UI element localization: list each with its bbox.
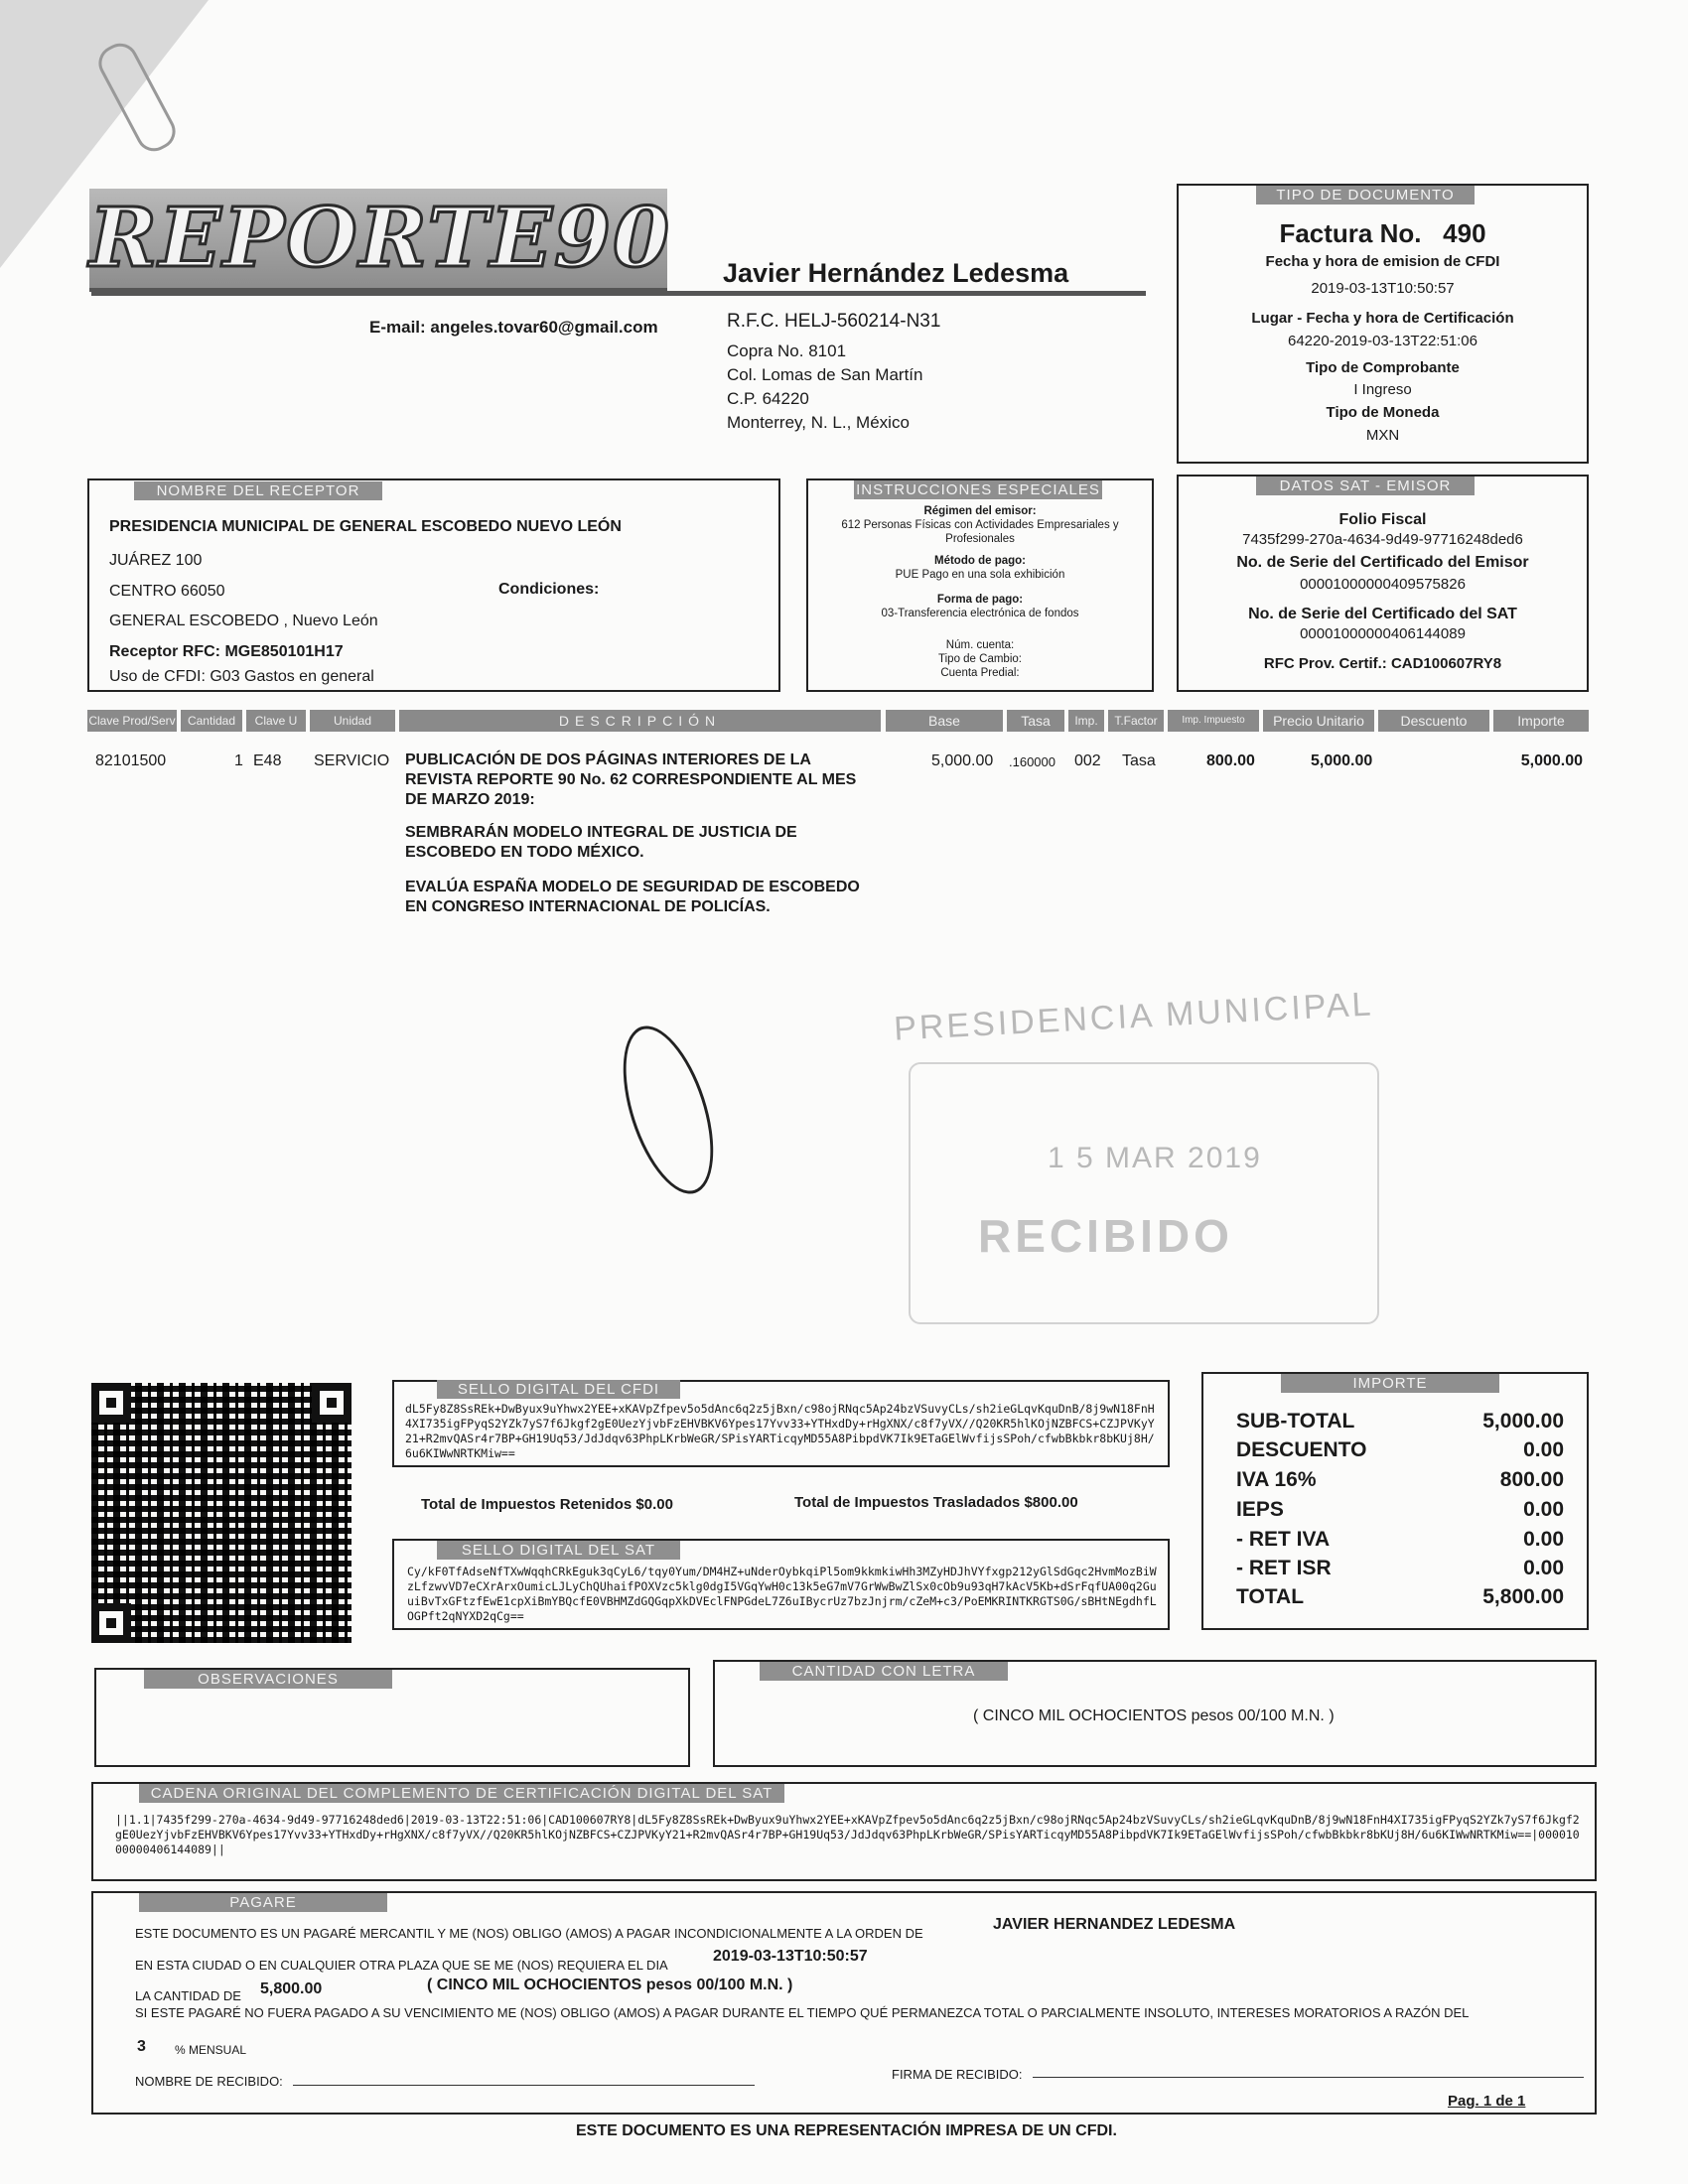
row-base: 5,000.00 [931, 752, 994, 769]
logo: REPORTE90 [89, 189, 667, 292]
row-description-2: SEMBRARÁN MODELO INTEGRAL DE JUSTICIA DE ESCOBEDO EN TODO MÉXICO. [405, 824, 797, 861]
cert-value: 64220-2019-03-13T22:51:06 [1288, 333, 1477, 349]
rfc-prov: RFC Prov. Certif.: CAD100607RY8 [1263, 655, 1502, 672]
row-description-1: PUBLICACIÓN DE DOS PÁGINAS INTERIORES DE LA REVISTA REPORTE 90 No. 62 CORRESPONDIENTE AL MES DE MARZO 2019: [405, 751, 857, 808]
ret-iva-row [1236, 1528, 1564, 1552]
col-header-tasa: Tasa [1007, 710, 1064, 732]
receptor-condiciones: Condiciones: [498, 581, 600, 598]
stamp-date: 1 5 MAR 2019 [1048, 1142, 1262, 1174]
qr-finder-bottom-left [91, 1603, 131, 1643]
receptor-label: NOMBRE DEL RECEPTOR [134, 481, 382, 500]
col-header-imp-impuesto: Imp. Impuesto [1168, 710, 1259, 732]
receptor-street: JUÁREZ 100 [109, 552, 203, 569]
cuenta-label: Núm. cuenta: [945, 639, 1015, 651]
issuer-rule [91, 291, 1146, 296]
row-tasa: .160000 [1009, 754, 1055, 769]
col-header-descripcion: DESCRIPCIÓN [399, 710, 881, 732]
ieps-value: 0.00 [1523, 1498, 1564, 1521]
qr-finder-top-right [312, 1383, 352, 1423]
pagare-line-1: ESTE DOCUMENTO ES UN PAGARÉ MERCANTIL Y ME (NOS) OBLIGO (AMOS) A PAGAR INCONDICIONALMENTE A LA ORDEN DE [135, 1926, 923, 1941]
ret-isr-row [1236, 1557, 1564, 1580]
col-header-precio: Precio Unitario [1263, 710, 1374, 732]
firma-recibido-line[interactable] [1033, 2077, 1584, 2078]
moneda-value: MXN [1365, 427, 1400, 444]
col-header-clave-u: Clave U [246, 710, 306, 732]
metodo-value: PUE Pago en una sola exhibición [895, 569, 1065, 581]
serie-sat-value: 00001000000406144089 [1300, 625, 1466, 642]
row-importe: 5,000.00 [1520, 752, 1583, 769]
factura-line [1177, 218, 1589, 249]
regimen-value: 612 Personas Físicas con Actividades Empresariales y Profesionales [841, 519, 1119, 545]
folio-value: 7435f299-270a-4634-9d49-97716248ded6 [1242, 531, 1523, 548]
footer-note: ESTE DOCUMENTO ES UNA REPRESENTACIÓN IMPRESA DE UN CFDI. [576, 2122, 1117, 2139]
folio-label: Folio Fiscal [1338, 511, 1427, 528]
pagare-cantidad: 5,800.00 [260, 1980, 323, 1997]
row-imp-impuesto: 800.00 [1206, 752, 1255, 769]
row-precio: 5,000.00 [1311, 752, 1373, 769]
stamp-frame [909, 1062, 1379, 1324]
qr-finder-top-left [91, 1383, 131, 1423]
issuer-address-3: C.P. 64220 [727, 389, 809, 408]
subtotal-row [1236, 1410, 1564, 1433]
forma-value: 03-Transferencia electrónica de fondos [881, 608, 1079, 619]
subtotal-label: SUB-TOTAL [1236, 1410, 1355, 1433]
factura-label: Factura No. [1279, 218, 1422, 248]
regimen-label: Régimen del emisor: [923, 505, 1037, 517]
cantidad-letra-text: ( CINCO MIL OCHOCIENTOS pesos 00/100 M.N. ) [973, 1707, 1335, 1724]
col-header-importe: Importe [1493, 710, 1589, 732]
receptor-rfc: Receptor RFC: MGE850101H17 [109, 643, 344, 660]
sello-cfdi-label: SELLO DIGITAL DEL CFDI [437, 1380, 680, 1399]
issuer-address-4: Monterrey, N. L., México [727, 413, 910, 432]
cadena-label: CADENA ORIGINAL DEL COMPLEMENTO DE CERTIFICACIÓN DIGITAL DEL SAT [139, 1784, 784, 1803]
impuestos-trasladados: Total de Impuestos Trasladados $800.00 [794, 1494, 1078, 1511]
row-description-3: EVALÚA ESPAÑA MODELO DE SEGURIDAD DE ESCOBEDO EN CONGRESO INTERNACIONAL DE POLICÍAS. [405, 879, 860, 915]
col-header-clave: Clave Prod/Serv [87, 710, 177, 732]
stamp-received: RECIBIDO [978, 1210, 1233, 1262]
moneda-label: Tipo de Moneda [1326, 404, 1440, 421]
issuer-address-2: Col. Lomas de San Martín [727, 365, 923, 384]
sello-sat-label: SELLO DIGITAL DEL SAT [437, 1541, 680, 1560]
row-unidad: SERVICIO [314, 752, 390, 769]
col-header-cantidad: Cantidad [181, 710, 242, 732]
col-header-imp: Imp. [1068, 710, 1104, 732]
comprobante-label: Tipo de Comprobante [1306, 359, 1460, 376]
pagare-label: PAGARE [139, 1893, 387, 1912]
row-clave-u: E48 [253, 752, 282, 769]
issuer-name: Javier Hernández Ledesma [723, 258, 1069, 288]
ret-iva-value: 0.00 [1523, 1528, 1564, 1551]
pagare-line-3: LA CANTIDAD DE [135, 1988, 241, 2003]
ieps-row [1236, 1498, 1564, 1522]
doc-type-label: TIPO DE DOCUMENTO [1256, 186, 1475, 205]
issuer-rfc: R.F.C. HELJ-560214-N31 [727, 311, 941, 332]
sello-cfdi-text: dL5Fy8Z8SsREk+DwByux9uYhwx2YEE+xKAVpZfpev5o5dAnc6q2z5jBxn/c98ojRNqc5Ap24bzVSuvyCLs/sh2ieGLqvKquDnB/8j9wN18FnH4XI735igFPyqS2YZk7yS7f6Jkgf2gE0UezYjvbFzEHVBKV6Ypes17Yvv33+YTHxdDy+rHgXNX/c8f7yVX//Q20KR5hlKOjNZBFCS+CZJPVKyY21+R2mvQASr4r7BP+GH19Uq53/JdJdqv63PhpLKrbWeGR/SPisYARTicqyMD55A8PibpdVK7Ik9ETaGElWvfijsSPoh/cfwbBkbkr8bKUj8H/6u6KIWwNRTKMiw== [405, 1402, 1155, 1460]
col-header-unidad: Unidad [310, 710, 395, 732]
predial-label: Cuenta Predial: [940, 667, 1020, 679]
page-number: Pag. 1 de 1 [1448, 2093, 1526, 2110]
serie-emisor-label: No. de Serie del Certificado del Emisor [1236, 554, 1529, 571]
emission-label: Fecha y hora de emision de CFDI [1265, 253, 1500, 270]
sat-label: DATOS SAT - EMISOR [1256, 477, 1475, 495]
col-header-descuento: Descuento [1378, 710, 1489, 732]
row-tfactor: Tasa [1122, 752, 1156, 769]
iva-label: IVA 16% [1236, 1468, 1317, 1491]
iva-row [1236, 1468, 1564, 1492]
ieps-label: IEPS [1236, 1498, 1284, 1521]
importe-label: IMPORTE [1281, 1374, 1499, 1393]
firma-recibido-label: FIRMA DE RECIBIDO: [892, 2067, 1023, 2082]
emission-value: 2019-03-13T10:50:57 [1311, 280, 1455, 297]
pagare-line-2: EN ESTA CIUDAD O EN CUALQUIER OTRA PLAZA QUE SE ME (NOS) REQUIERA EL DIA [135, 1958, 668, 1973]
subtotal-value: 5,000.00 [1482, 1410, 1564, 1433]
comprobante-value: I Ingreso [1353, 381, 1412, 398]
row-clave: 82101500 [95, 752, 167, 769]
receptor-colony: CENTRO 66050 [109, 583, 225, 600]
stamp-title: PRESIDENCIA MUNICIPAL [893, 985, 1375, 1048]
receptor-name: PRESIDENCIA MUNICIPAL DE GENERAL ESCOBEDO NUEVO LEÓN [109, 518, 622, 535]
row-cantidad: 1 [234, 752, 243, 769]
pagare-rate-unit: % MENSUAL [175, 2043, 247, 2057]
serie-sat-label: No. de Serie del Certificado del SAT [1248, 606, 1517, 622]
issuer-email: E-mail: angeles.tovar60@gmail.com [369, 318, 658, 337]
pagare-line-4: SI ESTE PAGARÉ NO FUERA PAGADO A SU VENCIMIENTO ME (NOS) OBLIGO (AMOS) A PAGAR DURANTE EL TIEMPO QUÉ PERMANEZCA TOTAL O PARCIALMENTE INSOLUTO, INTERESES MORATORIOS A RAZÓN DEL [135, 2005, 1470, 2020]
total-label: TOTAL [1236, 1585, 1305, 1608]
nombre-recibido-label: NOMBRE DE RECIBIDO: [135, 2074, 283, 2089]
ret-isr-value: 0.00 [1523, 1557, 1564, 1579]
observaciones-label: OBSERVACIONES [144, 1670, 392, 1689]
pagare-cantidad-letra: ( CINCO MIL OCHOCIENTOS pesos 00/100 M.N. ) [427, 1977, 793, 1993]
forma-label: Forma de pago: [936, 594, 1024, 606]
total-value: 5,800.00 [1482, 1585, 1564, 1608]
metodo-label: Método de pago: [934, 555, 1026, 567]
pagare-orden: JAVIER HERNANDEZ LEDESMA [993, 1916, 1236, 1933]
total-row [1236, 1585, 1564, 1609]
cert-label: Lugar - Fecha y hora de Certificación [1251, 310, 1514, 327]
signature [606, 1016, 732, 1205]
nombre-recibido-line[interactable] [293, 2085, 755, 2086]
descuento-row [1236, 1438, 1564, 1462]
impuestos-retenidos: Total de Impuestos Retenidos $0.00 [421, 1496, 673, 1513]
ret-isr-label: - RET ISR [1236, 1557, 1332, 1579]
cambio-label: Tipo de Cambio: [938, 653, 1022, 665]
descuento-label: DESCUENTO [1236, 1438, 1367, 1461]
cadena-text: ||1.1|7435f299-270a-4634-9d49-97716248ded6|2019-03-13T22:51:06|CAD100607RY8|dL5Fy8Z8SsREk+DwByux9uYhwx2YEE+xKAVpZfpev5o5dAnc6q2z5jBxn/c98ojRNqc5Ap24bzVSuvyCLs/sh2ieGLqvKquDnB/8j9wN18FnH4XI735igFPyqS2YZk7yS7f6Jkgf2gE0UezYjvbFzEHVBKV6Ypes17Yvv33+YTHxdDy+rHgXNX/c8f7yVX//Q20KR5hlKOjNZBFCS+CZJPVKyY21+R2mvQASr4r7BP+GH19Uq53/JdJdqv63PhpLKrbWeGR/SPisYARTicqyMD55A8PibpdVK7Ik9ETaGElWvfijsSPoh/cfwbBkbkr8bKUj8H/6u6KIWwNRTKMiw==|00001000000406144089|| [115, 1813, 1580, 1856]
iva-value: 800.00 [1499, 1468, 1564, 1491]
pagare-fecha: 2019-03-13T10:50:57 [713, 1948, 868, 1965]
col-header-tfactor: T.Factor [1108, 710, 1164, 732]
cantidad-letra-label: CANTIDAD CON LETRA [760, 1662, 1008, 1681]
receptor-city: GENERAL ESCOBEDO , Nuevo León [109, 613, 378, 629]
pagare-rate: 3 [137, 2038, 146, 2055]
sello-sat-text: Cy/kF0TfAdseNfTXwWqqhCRkEguk3qCyL6/tqy0Yum/DM4HZ+uNderOybkqiPl5om9kkmkiwHh3MZyHDJhVYfxgp212yGlSdGqc2HvmMozBiWzLfzwvVD7eCXrArxOumicLJLyChQUhaifPOXVzc5klg0dgI5VGqYwH0c13k5eG7mV7GrWwBwZlSx0cOb9u93qH7kAcV5Kb+dSrFqfUA00q2GuuiBvTxGFtzfEwE1cpXiBmYBQcfE0VBHMZdGQGqpXkDVEclFNPGdeL7Z6uIBycrUz7bzJnjrm/cZeM+c3/PoEMKRINTKRGTS0G/sBHtNEgdhfLOGPft2qNYXD2qCg== [407, 1565, 1157, 1623]
factura-number: 490 [1443, 218, 1486, 248]
row-imp: 002 [1074, 752, 1101, 769]
receptor-uso: Uso de CFDI: G03 Gastos en general [109, 668, 374, 685]
serie-emisor-value: 00001000000409575826 [1300, 576, 1466, 593]
instructions-label: INSTRUCCIONES ESPECIALES [854, 480, 1102, 499]
descuento-value: 0.00 [1523, 1438, 1564, 1461]
ret-iva-label: - RET IVA [1236, 1528, 1331, 1551]
pagare-box [91, 1891, 1597, 2115]
col-header-base: Base [886, 710, 1003, 732]
issuer-address-1: Copra No. 8101 [727, 341, 847, 360]
